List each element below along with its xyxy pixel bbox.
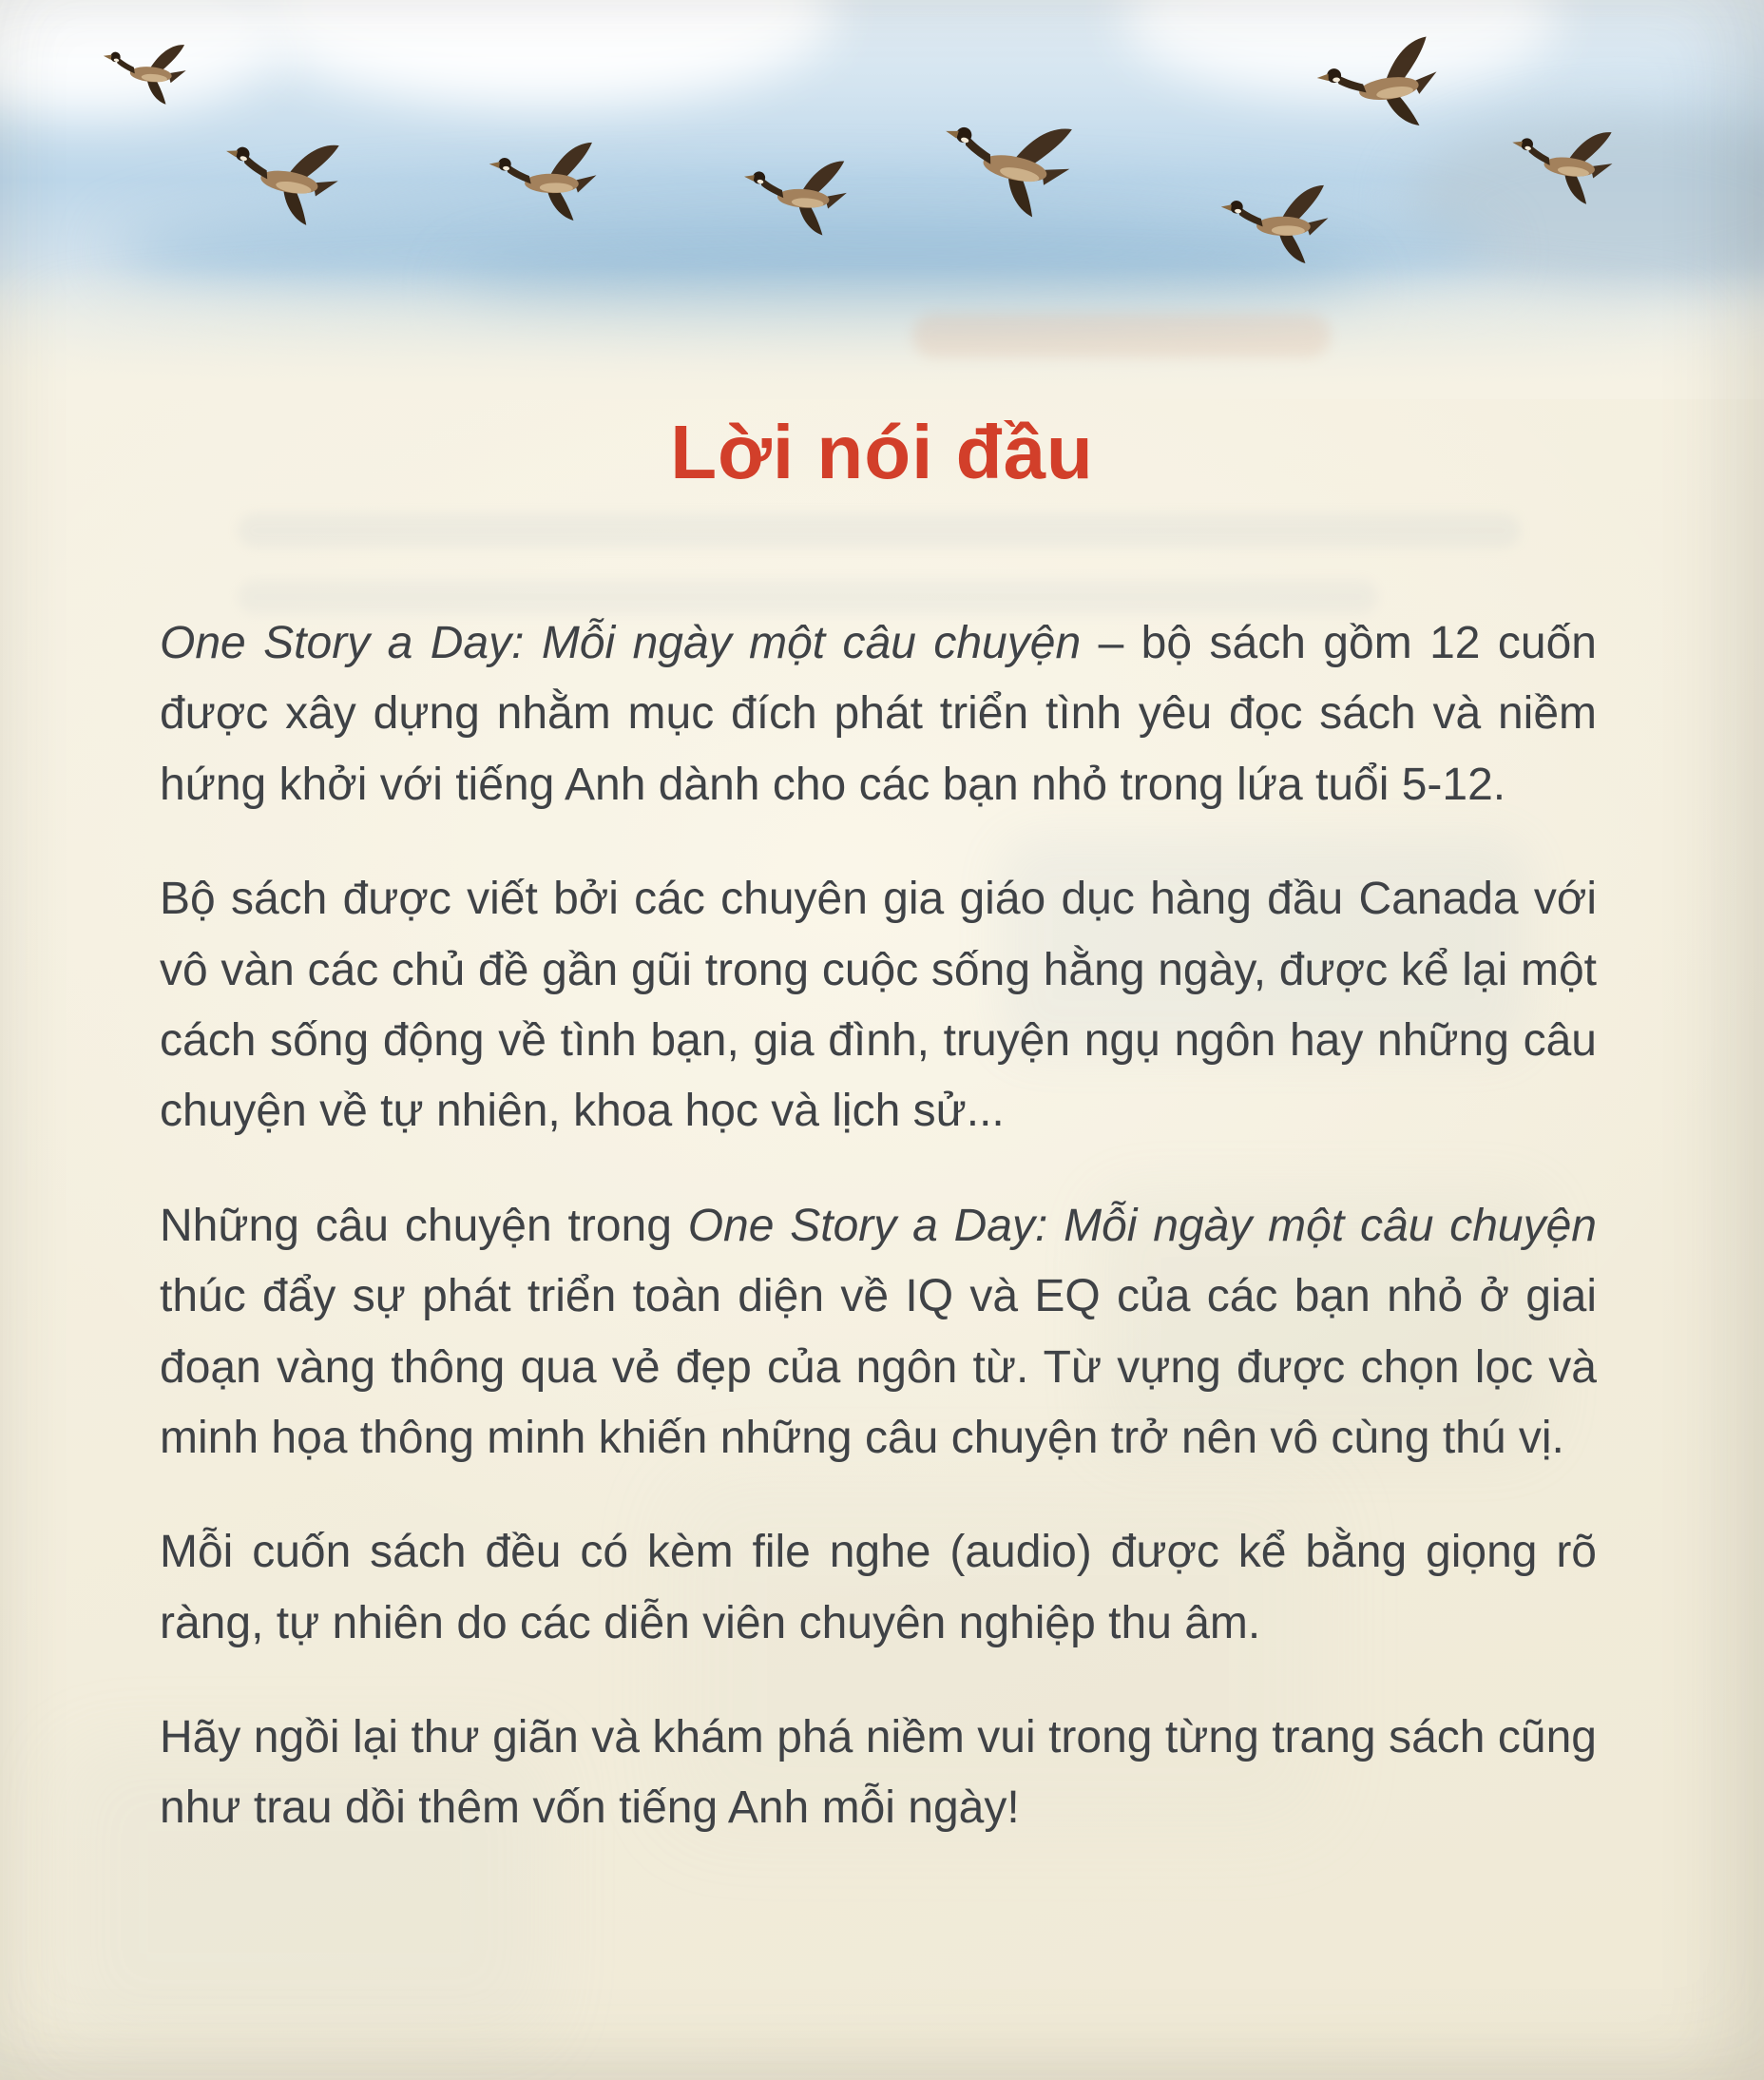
goose-icon [737,146,851,239]
goose-icon [1503,112,1619,207]
paragraph-text: – bộ sách gồm 12 cuốn được xây dựng nhằm mục đích phát triển tình yêu đọc sách và niềm hứng khởi với tiếng Anh dành cho các bạn nhỏ trong lứa tuổi 5-12. [160,618,1597,810]
paragraph-text: One Story a Day: Mỗi ngày một câu chuyện [687,1200,1597,1251]
paragraph-2 [160,864,1597,1147]
goose-icon [97,31,190,106]
paragraph-text: Hãy ngồi lại thư giãn và khám phá niềm vui trong từng trang sách cũng như trau dồi thêm vốn tiếng Anh mỗi ngày! [160,1712,1597,1834]
paragraph-text: Mỗi cuốn sách đều có kèm file nghe (audio) được kể bằng giọng rõ ràng, tự nhiên do các diễn viên chuyên nghiệp thu âm. [160,1527,1597,1648]
page-title: Lời nói đầu [670,410,1094,494]
paragraph-text: Bộ sách được viết bởi các chuyên gia giáo dục hàng đầu Canada với vô vàn các chủ đề gần gũi trong cuộc sống hằng ngày, được kể lại một cách sống động về tình bạn, gia đình, truyện ngụ ngôn hay những câu chuyện về tự nhiên, khoa học và lịch sử... [160,874,1597,1137]
goose-icon [484,132,600,222]
paragraph-text: thúc đẩy sự phát triển toàn diện về IQ và EQ của các bạn nhỏ ở giai đoạn vàng thông qua vẻ đẹp của ngôn từ. Từ vựng được chọn lọc và minh họa thông minh khiến những câu chuyện trở nên vô cùng thú vị. [160,1271,1597,1463]
goose-icon [1216,175,1332,265]
sky-fade [0,266,1764,399]
page-bleedthrough [238,513,1521,548]
preface-body [160,608,1597,1888]
paragraph-3 [160,1191,1597,1474]
paragraph-text: Những câu chuyện trong [160,1200,688,1251]
goose-icon [930,94,1081,223]
paragraph-5 [160,1703,1597,1844]
sky-band [0,0,1764,399]
paragraph-1 [160,608,1597,820]
paragraph-text: One Story a Day: Mỗi ngày một câu chuyện [160,618,1082,668]
goose-icon [1315,36,1440,130]
goose-icon [213,118,347,230]
paragraph-4 [160,1517,1597,1659]
